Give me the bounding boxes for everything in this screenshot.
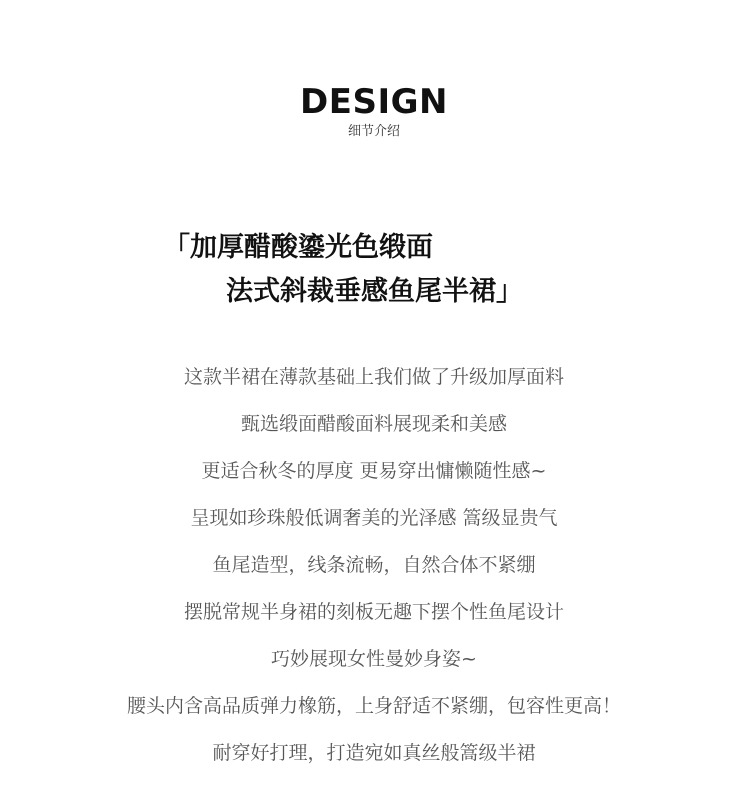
- section-header: [0, 82, 748, 140]
- description-line: 鱼尾造型，线条流畅，自然合体不紧绷: [212, 554, 536, 576]
- design-subtitle: 细节介绍: [347, 124, 400, 139]
- description-line: 更适合秋冬的厚度 更易穿出慵懒随性感~: [201, 460, 547, 482]
- description-line: 呈现如珍珠般低调奢美的光泽感 篙级显贵气: [190, 507, 558, 529]
- description-line: 甄选缎面醋酸面料展现柔和美感: [240, 413, 507, 435]
- description-line: 巧妙展现女性曼妙身姿~: [271, 648, 477, 670]
- design-title: DESIGN: [300, 82, 448, 122]
- description-text: [0, 360, 748, 783]
- headline-line-1: 「加厚醋酸鎏光色缎面: [163, 232, 433, 263]
- description-line: 耐穿好打理，打造宛如真丝般篙级半裙: [212, 742, 536, 764]
- description-line: 腰头内含高品质弹力橡筋，上身舒适不紧绷，包容性更高！: [126, 695, 621, 717]
- description-line: 这款半裙在薄款基础上我们做了升级加厚面料: [183, 366, 564, 388]
- headline-line-2: 法式斜裁垂感鱼尾半裙」: [226, 276, 523, 307]
- description-line: 摆脱常规半身裙的刻板无趣下摆个性鱼尾设计: [183, 601, 564, 623]
